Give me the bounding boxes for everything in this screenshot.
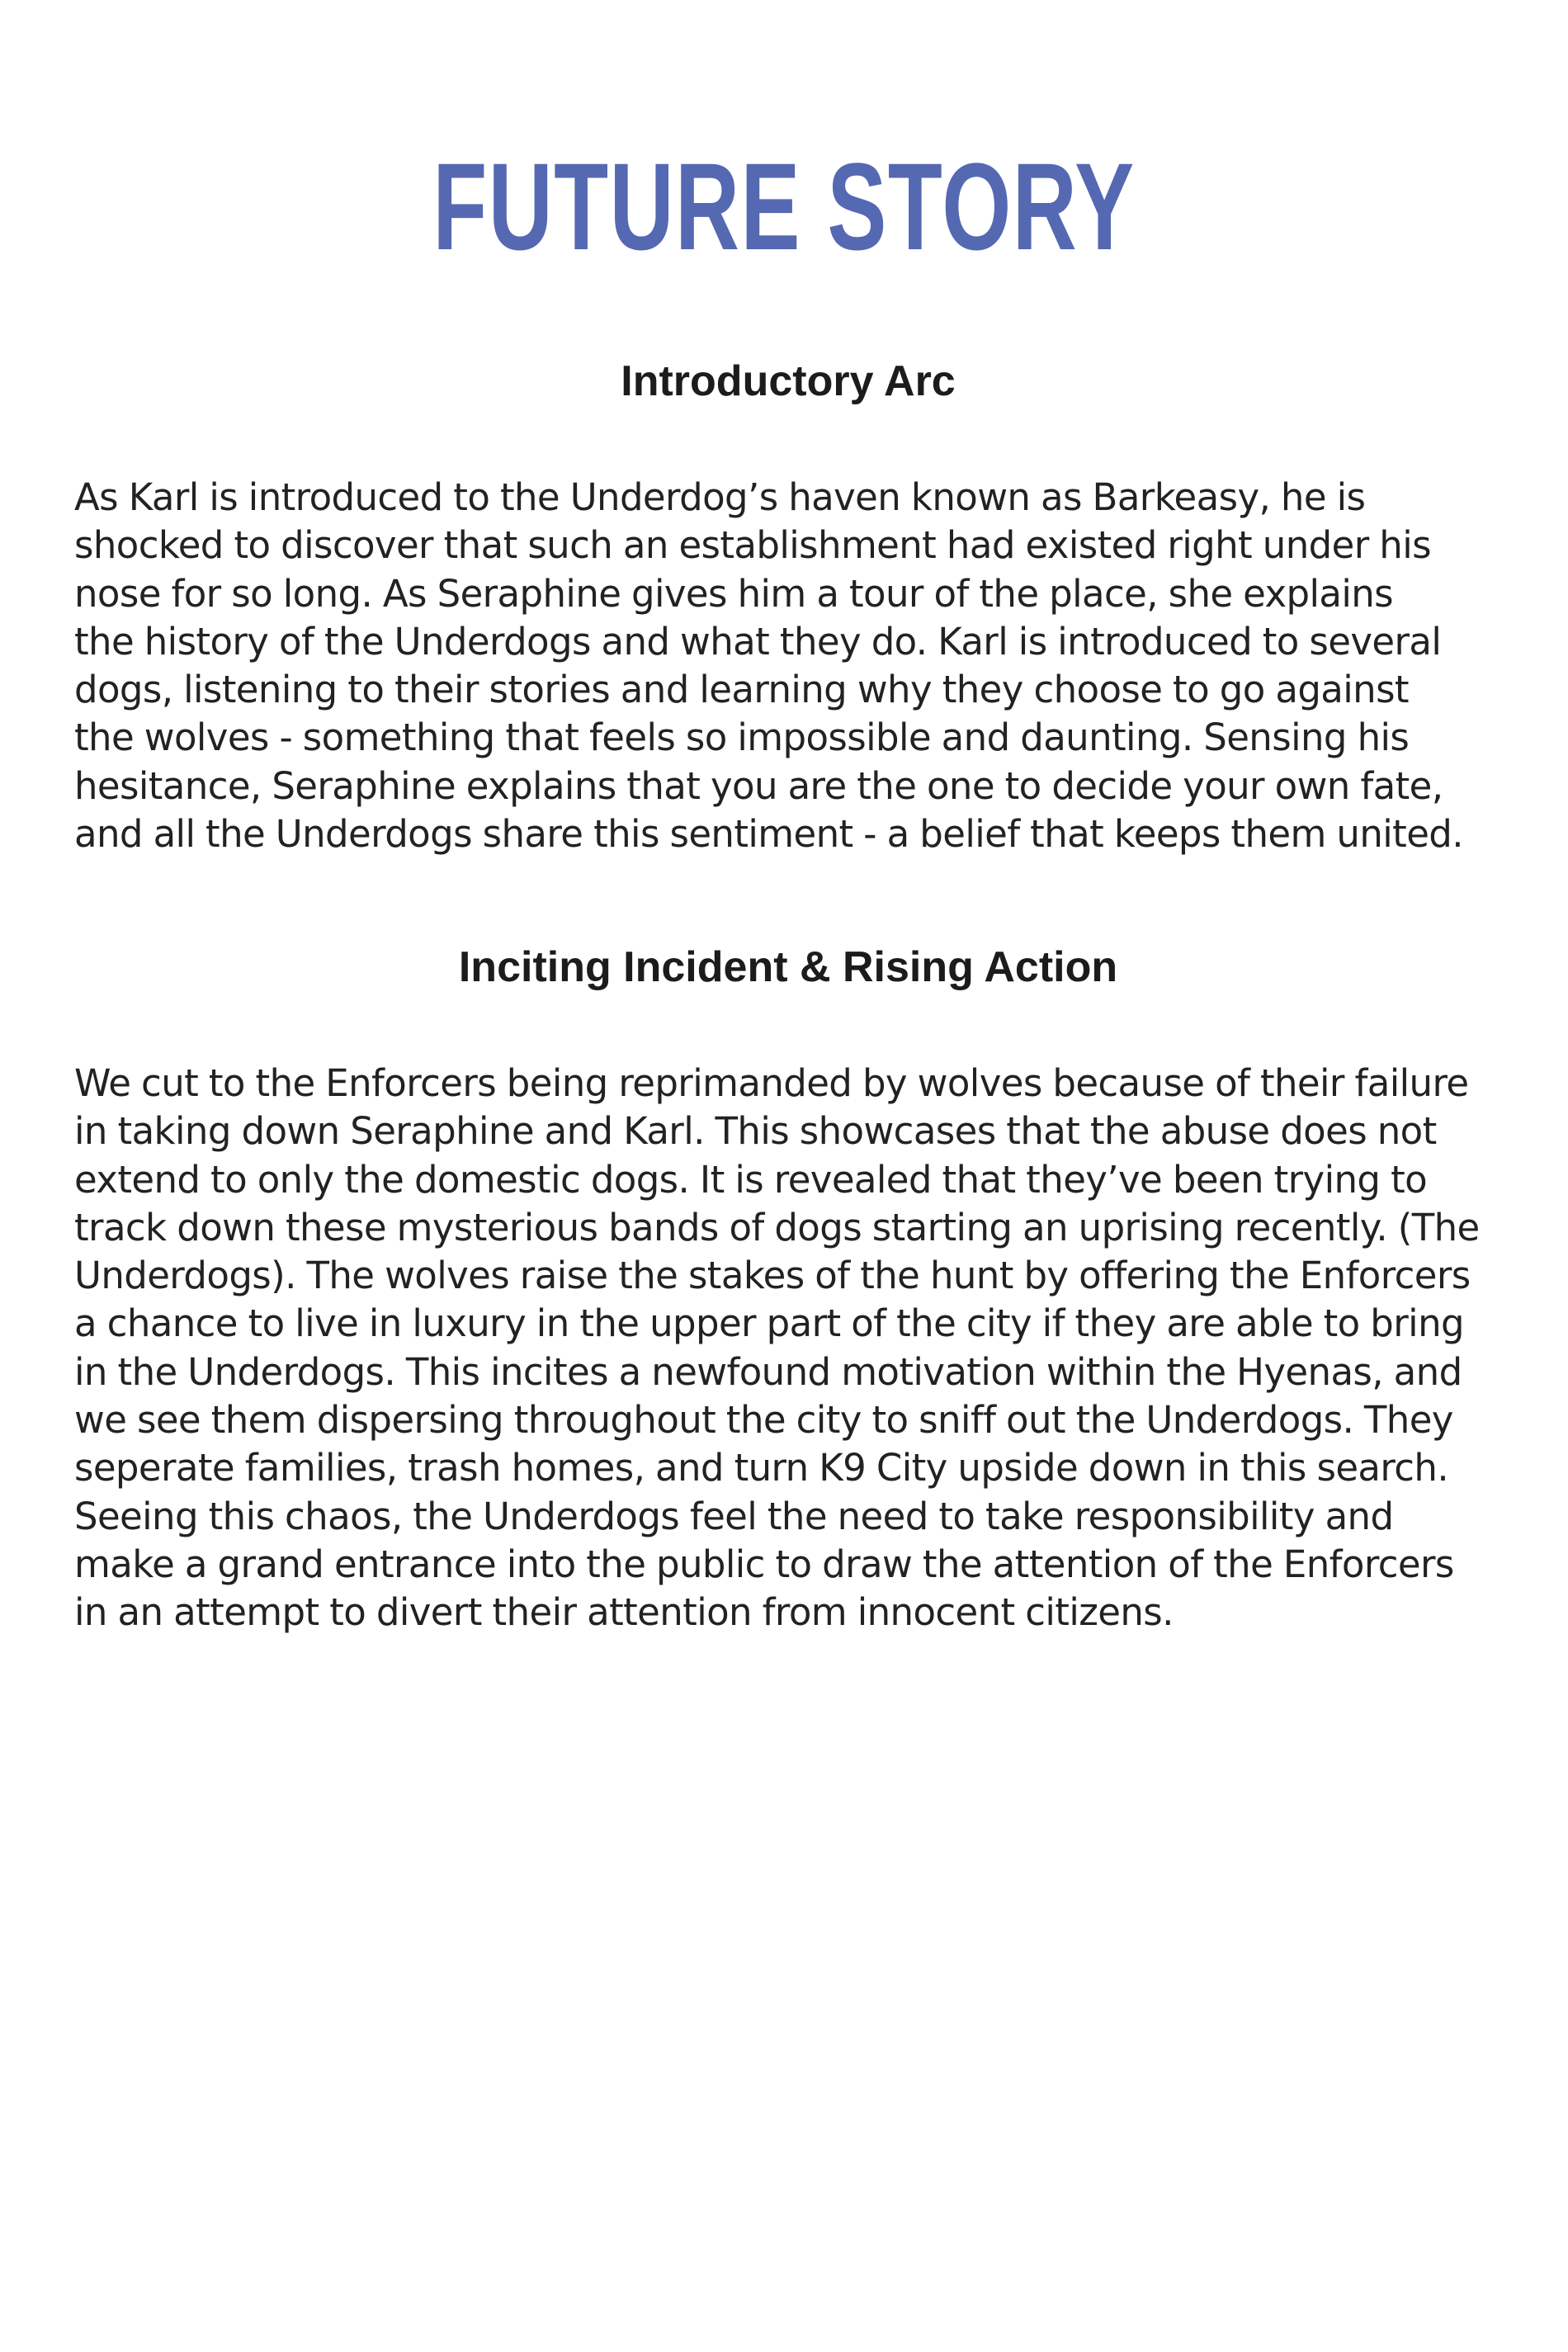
body-line: seperate families, trash homes, and turn K9 City upside down in this search. bbox=[74, 1446, 1449, 1490]
body-line: in taking down Seraphine and Karl. This showcases that the abuse does not bbox=[74, 1109, 1437, 1154]
section-heading: Introductory Arc bbox=[621, 357, 956, 405]
body-line: the wolves - something that feels so impossible and daunting. Sensing his bbox=[74, 716, 1410, 760]
body-line: shocked to discover that such an establishment had existed right under his bbox=[74, 523, 1431, 568]
section-introductory-arc bbox=[74, 355, 1502, 858]
section-heading: Inciting Incident & Rising Action bbox=[458, 943, 1118, 991]
body-line: track down these mysterious bands of dogs starting an uprising recently. (The bbox=[74, 1205, 1480, 1249]
body-line: extend to only the domestic dogs. It is revealed that they’ve been trying to bbox=[74, 1157, 1428, 1202]
body-line: the history of the Underdogs and what they do. Karl is introduced to several bbox=[74, 619, 1442, 664]
body-line: and all the Underdogs share this sentiment - a belief that keeps them united. bbox=[74, 812, 1463, 857]
body-line: Underdogs). The wolves raise the stakes of the hunt by offering the Enforcers bbox=[74, 1254, 1471, 1298]
section-inciting-incident bbox=[74, 941, 1502, 1637]
body-line: a chance to live in luxury in the upper part of the city if they are able to bring bbox=[74, 1301, 1464, 1346]
body-line: dogs, listening to their stories and learning why they choose to go against bbox=[74, 668, 1409, 712]
body-line: As Karl is introduced to the Underdog’s haven known as Barkeasy, he is bbox=[74, 475, 1366, 519]
body-line: Seeing this chaos, the Underdogs feel the need to take responsibility and bbox=[74, 1494, 1394, 1538]
body-line: in an attempt to divert their attention from innocent citizens. bbox=[74, 1590, 1174, 1635]
section-body bbox=[74, 1060, 1502, 1637]
body-line: We cut to the Enforcers being reprimanded by wolves because of their failure bbox=[74, 1061, 1469, 1105]
section-body bbox=[74, 474, 1502, 858]
page-title: FUTURE STORY bbox=[432, 137, 1136, 276]
body-line: make a grand entrance into the public to draw the attention of the Enforcers bbox=[74, 1542, 1454, 1586]
body-line: nose for so long. As Seraphine gives him a tour of the place, she explains bbox=[74, 571, 1394, 616]
body-line: in the Underdogs. This incites a newfound motivation within the Hyenas, and bbox=[74, 1349, 1462, 1394]
body-line: we see them dispersing throughout the city to sniff out the Underdogs. They bbox=[74, 1398, 1453, 1443]
body-line: hesitance, Seraphine explains that you are the one to decide your own fate, bbox=[74, 763, 1443, 808]
